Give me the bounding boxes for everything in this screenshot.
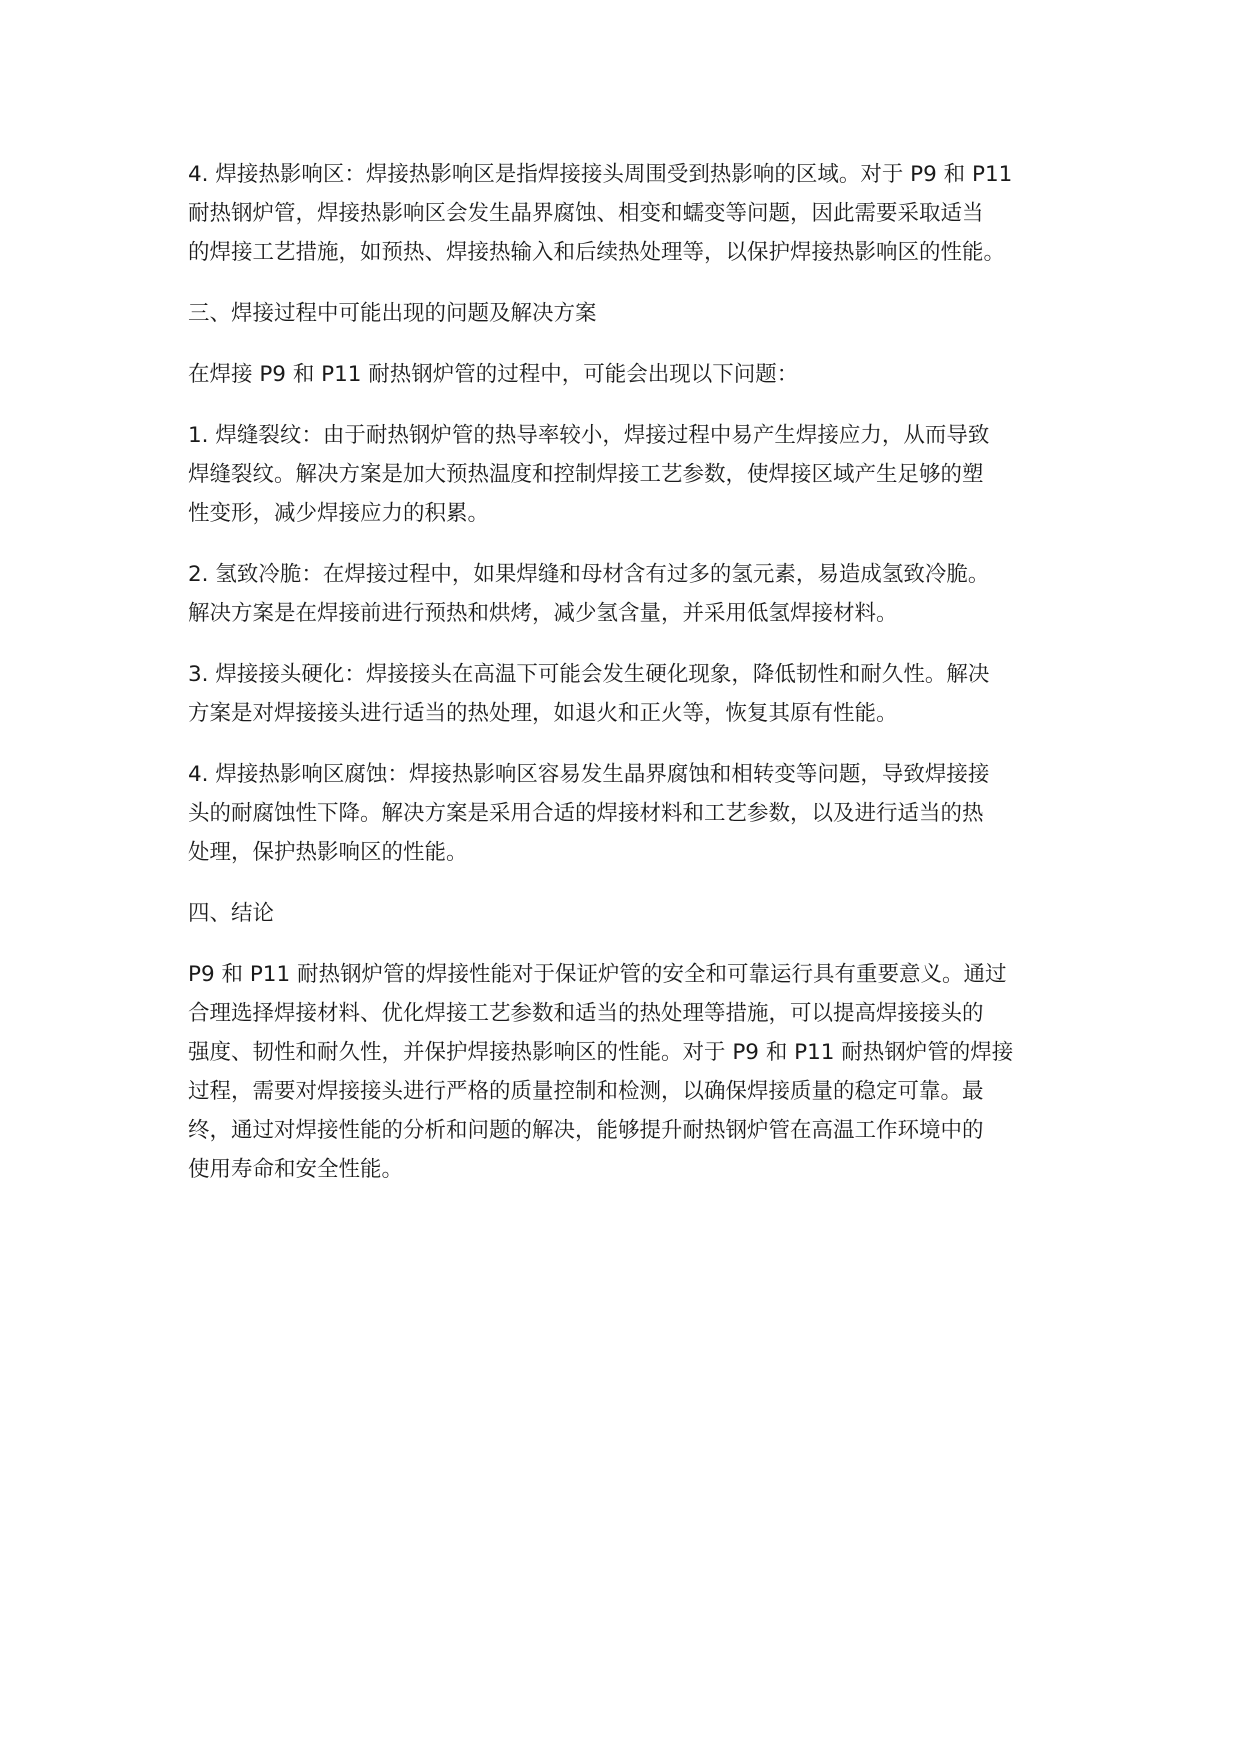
- paragraph-haz-corrosion: [188, 755, 1068, 872]
- text-line: 焊缝裂纹。解决方案是加大预热温度和控制焊接工艺参数，使焊接区域产生足够的塑: [188, 462, 984, 487]
- text-line: 合理选择焊接材料、优化焊接工艺参数和适当的热处理等措施，可以提高焊接接头的: [188, 1001, 984, 1026]
- text-line: 强度、韧性和耐久性，并保护焊接热影响区的性能。对于 P9 和 P11 耐热钢炉管的焊接: [188, 1040, 1014, 1065]
- text-line: 3. 焊接接头硬化：焊接接头在高温下可能会发生硬化现象，降低韧性和耐久性。解决: [188, 662, 990, 687]
- paragraph-intro-problems: [188, 355, 1068, 394]
- section-heading-problems: [188, 294, 1068, 333]
- paragraph-conclusion: [188, 955, 1068, 1189]
- text-line: 4. 焊接热影响区：焊接热影响区是指焊接接头周围受到热影响的区域。对于 P9 和 P11: [188, 162, 1013, 187]
- text-line: P9 和 P11 耐热钢炉管的焊接性能对于保证炉管的安全和可靠运行具有重要意义。通过: [188, 962, 1007, 987]
- paragraph-heat-affected-zone: [188, 155, 1068, 272]
- text-line: 方案是对焊接接头进行适当的热处理，如退火和正火等，恢复其原有性能。: [188, 701, 898, 726]
- text-line: 的焊接工艺措施，如预热、焊接热输入和后续热处理等，以保护焊接热影响区的性能。: [188, 240, 1006, 265]
- text-line: 终，通过对焊接性能的分析和问题的解决，能够提升耐热钢炉管在高温工作环境中的: [188, 1118, 984, 1143]
- document-body: [188, 155, 1068, 1211]
- paragraph-hydrogen-embrittlement: [188, 555, 1068, 633]
- heading-text: 四、结论: [188, 901, 275, 926]
- text-line: 性变形，减少焊接应力的积累。: [188, 501, 490, 526]
- text-line: 2. 氢致冷脆：在焊接过程中，如果焊缝和母材含有过多的氢元素，易造成氢致冷脆。: [188, 562, 990, 587]
- text-line: 4. 焊接热影响区腐蚀：焊接热影响区容易发生晶界腐蚀和相转变等问题，导致焊接接: [188, 762, 990, 787]
- paragraph-weld-cracks: [188, 416, 1068, 533]
- text-line: 处理，保护热影响区的性能。: [188, 840, 468, 865]
- text-line: 耐热钢炉管，焊接热影响区会发生晶界腐蚀、相变和蠕变等问题，因此需要采取适当: [188, 201, 984, 226]
- text-line: 解决方案是在焊接前进行预热和烘烤，减少氢含量，并采用低氢焊接材料。: [188, 601, 898, 626]
- text-line: 1. 焊缝裂纹：由于耐热钢炉管的热导率较小，焊接过程中易产生焊接应力，从而导致: [188, 423, 990, 448]
- paragraph-joint-hardening: [188, 655, 1068, 733]
- text-line: 在焊接 P9 和 P11 耐热钢炉管的过程中，可能会出现以下问题：: [188, 362, 799, 387]
- text-line: 过程，需要对焊接接头进行严格的质量控制和检测，以确保焊接质量的稳定可靠。最: [188, 1079, 984, 1104]
- section-heading-conclusion: [188, 894, 1068, 933]
- heading-text: 三、焊接过程中可能出现的问题及解决方案: [188, 301, 597, 326]
- text-line: 使用寿命和安全性能。: [188, 1157, 404, 1182]
- text-line: 头的耐腐蚀性下降。解决方案是采用合适的焊接材料和工艺参数，以及进行适当的热: [188, 801, 984, 826]
